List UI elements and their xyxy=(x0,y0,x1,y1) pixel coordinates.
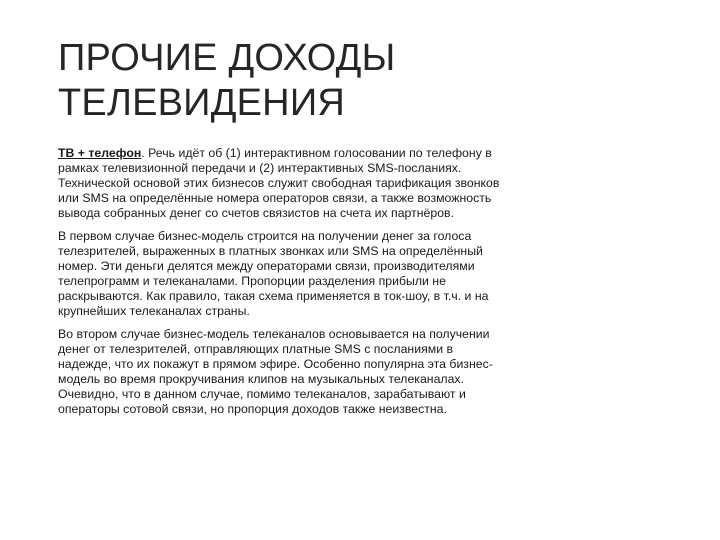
paragraph-3: Во втором случае бизнес-модель телеканалов основывается на получении денег от телезрителей, отправляющих платные SMS с посланиями в надежде, что их покажут в прямом эфире. Особенно популярна эта бизнес-модель во время прокручивания клипов на музыкальных телеканалах. Очевидно, что в данном случае, помимо телеканалов, зарабатывают и операторы сотовой связи, но пропорция доходов также неизвестна. xyxy=(58,327,493,416)
slide-body xyxy=(58,146,508,425)
paragraph-1 xyxy=(58,146,508,221)
paragraph-1-lead: ТВ + телефон xyxy=(58,146,142,160)
paragraph-2: В первом случае бизнес-модель строится на получении денег за голоса телезрителей, выраженных в платных звонках или SMS на определённый номер. Эти деньги делятся между операторами связи, производителями телепрограмм и телеканалами. Пропорции разделения прибыли не раскрываются. Как правило, такая схема применяется в ток-шоу, в т.ч. и на крупнейших телеканалах страны. xyxy=(58,229,489,318)
slide-title-line-1: ПРОЧИЕ ДОХОДЫ xyxy=(58,37,396,79)
paragraph-1-text: . Речь идёт об (1) интерактивном голосовании по телефону в рамках телевизионной передачи и (2) интерактивных SMS-посланиях. Технической основой этих бизнесов служит свободная тарификация звонков или SMS на определённые номера операторов связи, а также возможность вывода собранных денег со счетов связистов на счета их партнёров. xyxy=(58,146,500,220)
slide-title-line-2: ТЕЛЕВИДЕНИЯ xyxy=(58,82,345,124)
slide-title xyxy=(58,36,658,126)
